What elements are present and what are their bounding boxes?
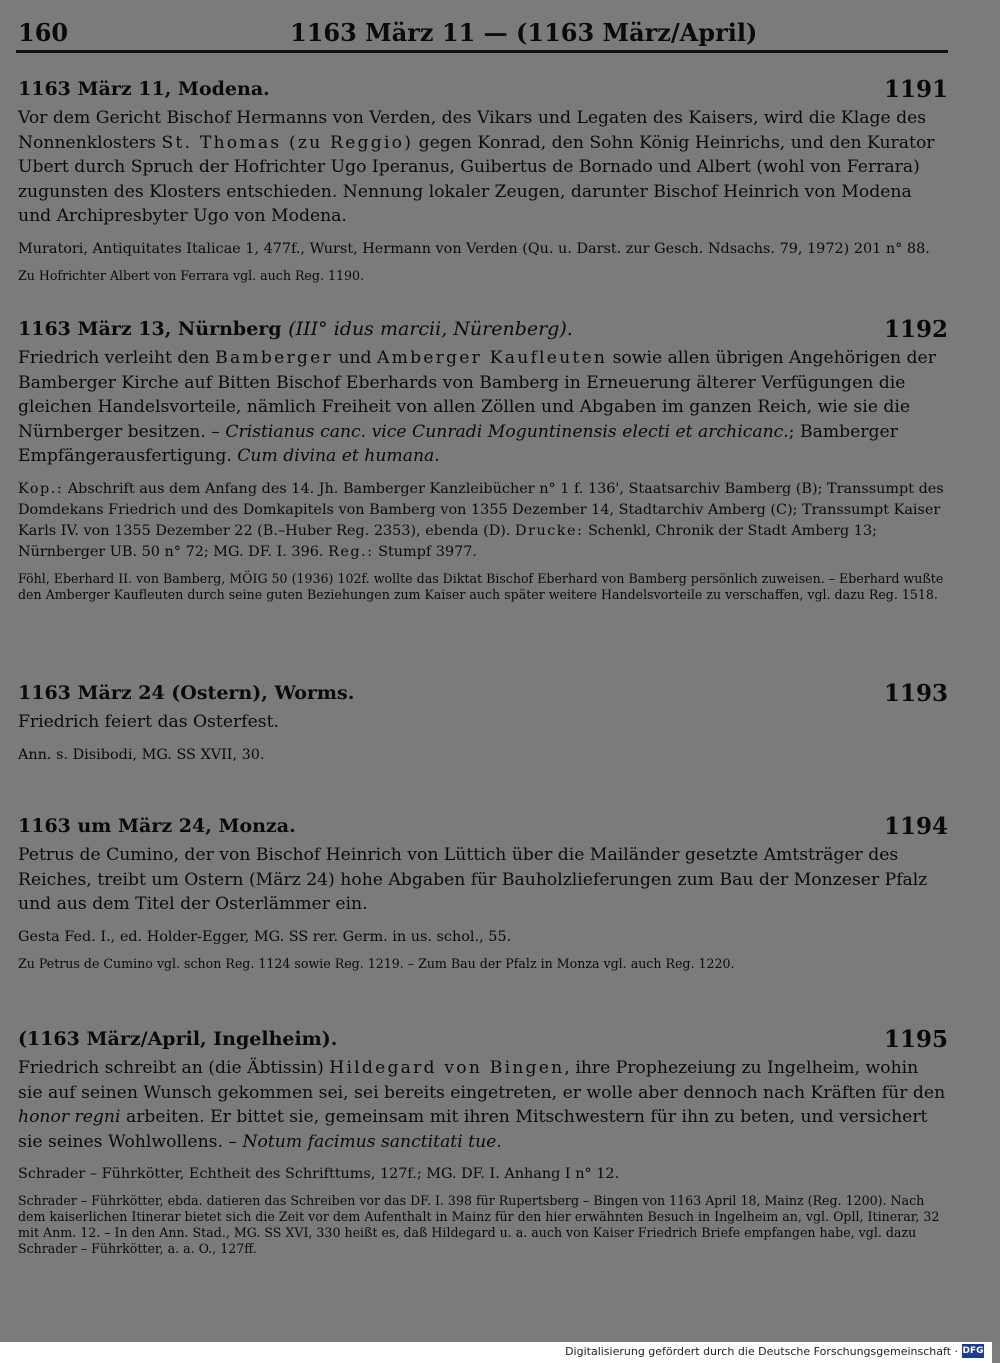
entry-sources: Muratori, Antiquitates Italicae 1, 477f., Wurst, Hermann von Verden (Qu. u. Darst. zur Gesch. Ndsachs. 79, 1972) 201 n° 88. — [18, 240, 930, 257]
entry-text: Petrus de Cumino, der von Bischof Heinrich von Lüttich über die Mailänder gesetzte Amtsträger des Reiches, treibt um Ostern (März 24) hohe Abgaben für Bauholzlieferungen zum Bau der Monzeser Pfalz und aus dem Titel der Osterlämmer ein. — [18, 845, 928, 915]
entry-text: Vor dem Gericht Bischof Hermanns von Verden, des Vikars und Legaten des Kaisers, wird die Klage des Nonnenklosters St. Thomas (zu Reggio) gegen Konrad, den Sohn König Heinrichs, und den Kurator Ubert durch Spruch der Hofrichter Ugo Iperanus, Guibertus de Bornado und Albert (wohl von Ferrara) zugunsten des Klosters entschieden. Nennung lokaler Zeugen, darunter Bischof Heinrich von Modena und Archipresbyter Ugo von Modena. — [18, 108, 935, 227]
entry-heading — [18, 1026, 948, 1056]
entry-date: 1163 März 13, Nürnberg (III° idus marcii, Nürenberg). — [18, 318, 573, 340]
entry-text: Friedrich schreibt an (die Äbtissin) Hildegard von Bingen, ihre Prophezeiung zu Ingelheim, wohin sie auf seinen Wunsch gekommen sei, sei bereits eingetreten, er wolle aber dennoch nach Kräften für den honor regni arbeiten. Er bittet sie, gemeinsam mit ihren Mitschwestern für ihn zu beten, und versichert sie seines Wohlwollens. – Notum facimus sanctitati tue. — [18, 1058, 946, 1152]
entry-date: 1163 März 11, Modena. — [18, 78, 270, 100]
entry-sources: Gesta Fed. I., ed. Holder-Egger, MG. SS rer. Germ. in us. schol., 55. — [18, 928, 512, 945]
dfg-logo-icon: DFG — [962, 1346, 984, 1356]
entry-heading — [18, 76, 948, 106]
entry-note: Föhl, Eberhard II. von Bamberg, MÖIG 50 (1936) 102f. wollte das Diktat Bischof Eberhard von Bamberg persönlich zuweisen. – Eberhard wußte den Amberger Kaufleuten durch seine guten Beziehungen zum Kaiser auch später weitere Handelsvorteile zu verschaffen, vgl. dazu Reg. 1518. — [18, 570, 944, 602]
entry-sources: Schrader – Führkötter, Echtheit des Schrifttums, 127f.; MG. DF. I. Anhang I n° 12. — [18, 1166, 620, 1183]
entry-date: 1163 um März 24, Monza. — [18, 815, 296, 837]
entry-note: Zu Hofrichter Albert von Ferrara vgl. auch Reg. 1190. — [18, 267, 365, 283]
entry-number: 1194 — [883, 813, 948, 840]
entry-heading — [18, 316, 948, 346]
page-number: 160 — [18, 18, 69, 47]
entry-number: 1192 — [883, 316, 948, 343]
regest-entry-1195 — [18, 1026, 948, 1257]
entry-number: 1191 — [883, 76, 948, 103]
entry-text: Friedrich feiert das Osterfest. — [18, 712, 279, 732]
running-title: 1163 März 11 — (1163 März/April) — [290, 18, 758, 47]
regest-entry-1192 — [18, 316, 948, 603]
regest-entry-1194 — [18, 813, 948, 972]
header-rule — [16, 50, 948, 53]
entry-number: 1193 — [883, 680, 948, 707]
entry-sources: Kop.: Abschrift aus dem Anfang des 14. Jh. Bamberger Kanzleibücher n° 1 f. 136', Staatsarchiv Bamberg (B); Transsumpt des Domdekans Friedrich und des Domkapitels von Bamberg von 1355 Dezember 14, Stadtarchiv Amberg (C); Transsumpt Kaiser Karls IV. von 1355 Dezember 22 (B.–Huber Reg. 2353), ebenda (D). Drucke: Schenkl, Chronik der Stadt Amberg 13; Nürnberger UB. 50 n° 72; MG. DF. I. 396. Reg.: Stumpf 3977. — [18, 480, 944, 560]
entry-heading — [18, 680, 948, 710]
regest-entry-1193 — [18, 680, 948, 766]
entry-sources: Ann. s. Disibodi, MG. SS XVII, 30. — [18, 746, 265, 763]
entry-number: 1195 — [883, 1026, 948, 1053]
entry-heading — [18, 813, 948, 843]
digitization-footer — [0, 1342, 992, 1363]
entry-text: Friedrich verleiht den Bamberger und Amberger Kaufleuten sowie allen übrigen Angehörigen der Bamberger Kirche auf Bitten Bischof Eberhards von Bamberg in Erneuerung älterer Verfügungen die gleichen Handelsvorteile, nämlich Freiheit von allen Zöllen und Abgaben im ganzen Reich, wie sie die Nürnberger besitzen. – Cristianus canc. vice Cunradi Moguntinensis electi et archicanc.; Bamberger Empfängerausfertigung. Cum divina et humana. — [18, 348, 936, 467]
entry-date: 1163 März 24 (Ostern), Worms. — [18, 682, 355, 704]
regest-entry-1191 — [18, 76, 948, 284]
entry-note: Schrader – Führkötter, ebda. datieren das Schreiben vor das DF. I. 398 für Rupertsberg – Bingen von 1163 April 18, Mainz (Reg. 1200). Nach dem kaiserlichen Itinerar bietet sich die Zeit vor dem Aufenthalt in Mainz für den hier erwähnten Besuch in Ingelheim an, vgl. Opll, Itinerar, 32 mit Anm. 12. – In den Ann. Stad., MG. SS XVI, 330 heißt es, daß Hildegard u. a. auch von Kaiser Friedrich Briefe empfangen habe, vgl. dazu Schrader – Führkötter, a. a. O., 127ff. — [18, 1193, 940, 1257]
entry-date: (1163 März/April, Ingelheim). — [18, 1028, 338, 1050]
entry-note: Zu Petrus de Cumino vgl. schon Reg. 1124 sowie Reg. 1219. – Zum Bau der Pfalz in Monza vgl. auch Reg. 1220. — [18, 955, 735, 971]
footer-credit: Digitalisierung gefördert durch die Deutsche Forschungsgemeinschaft · — [565, 1345, 958, 1358]
